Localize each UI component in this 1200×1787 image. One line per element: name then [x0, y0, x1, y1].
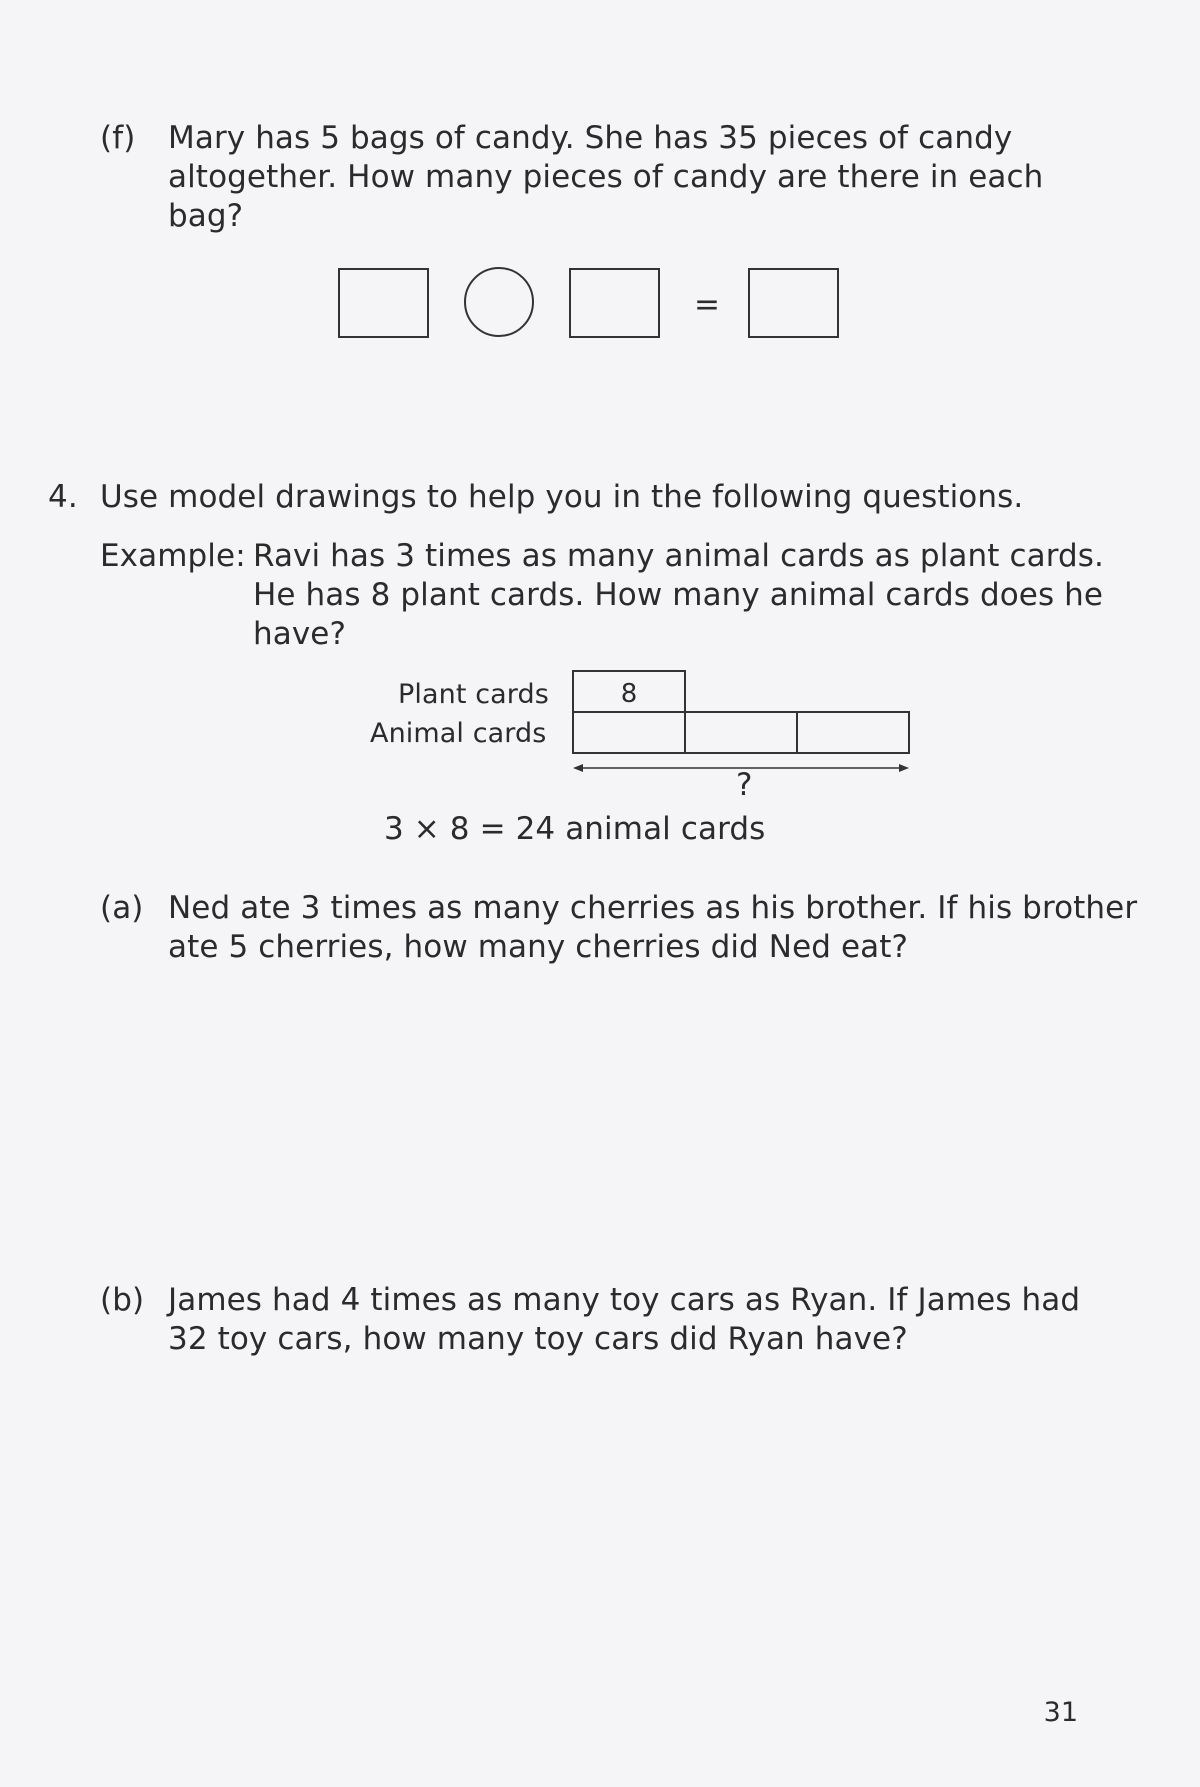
- answer-box-result[interactable]: [748, 268, 839, 338]
- question-4b-line-1: James had 4 times as many toy cars as Ryan. If James had: [168, 1282, 1081, 1318]
- question-4-number: 4.: [48, 479, 78, 515]
- animal-cards-bar-unit-1: [573, 712, 685, 753]
- example-line-3: have?: [253, 616, 347, 652]
- total-arrow-left-head: [573, 764, 583, 772]
- example-line-1: Ravi has 3 times as many animal cards as plant cards.: [253, 538, 1104, 574]
- total-arrow-right-head: [899, 764, 909, 772]
- question-4b-label: (b): [100, 1282, 145, 1318]
- question-4b-line-2: 32 toy cars, how many toy cars did Ryan have?: [168, 1321, 908, 1357]
- animal-cards-bar-unit-3: [797, 712, 909, 753]
- plant-cards-bar-value: 8: [620, 679, 638, 709]
- question-4-intro: Use model drawings to help you in the following questions.: [100, 479, 1024, 515]
- model-label-animal-cards: Animal cards: [370, 718, 547, 749]
- model-label-plant-cards: Plant cards: [398, 679, 549, 710]
- question-3f-line-3: bag?: [168, 198, 244, 234]
- answer-box-second-number[interactable]: [569, 268, 660, 338]
- question-3f-line-2: altogether. How many pieces of candy are there in each: [168, 159, 1044, 195]
- example-answer: 3 × 8 = 24 animal cards: [384, 811, 766, 847]
- page-number: 31: [1043, 1697, 1078, 1728]
- bar-model-diagram: [560, 660, 920, 780]
- model-question-mark: ?: [736, 767, 753, 803]
- example-label: Example:: [100, 538, 246, 574]
- answer-box-first-number[interactable]: [338, 268, 429, 338]
- answer-circle-operator[interactable]: [464, 267, 534, 337]
- equals-sign: =: [694, 287, 721, 323]
- question-4a-label: (a): [100, 890, 144, 926]
- example-line-2: He has 8 plant cards. How many animal cards does he: [253, 577, 1104, 613]
- question-4a-line-1: Ned ate 3 times as many cherries as his brother. If his brother: [168, 890, 1138, 926]
- question-4a-line-2: ate 5 cherries, how many cherries did Ned eat?: [168, 929, 909, 965]
- question-3f-line-1: Mary has 5 bags of candy. She has 35 pieces of candy: [168, 120, 1013, 156]
- question-3f-label: (f): [100, 120, 136, 156]
- animal-cards-bar-unit-2: [685, 712, 797, 753]
